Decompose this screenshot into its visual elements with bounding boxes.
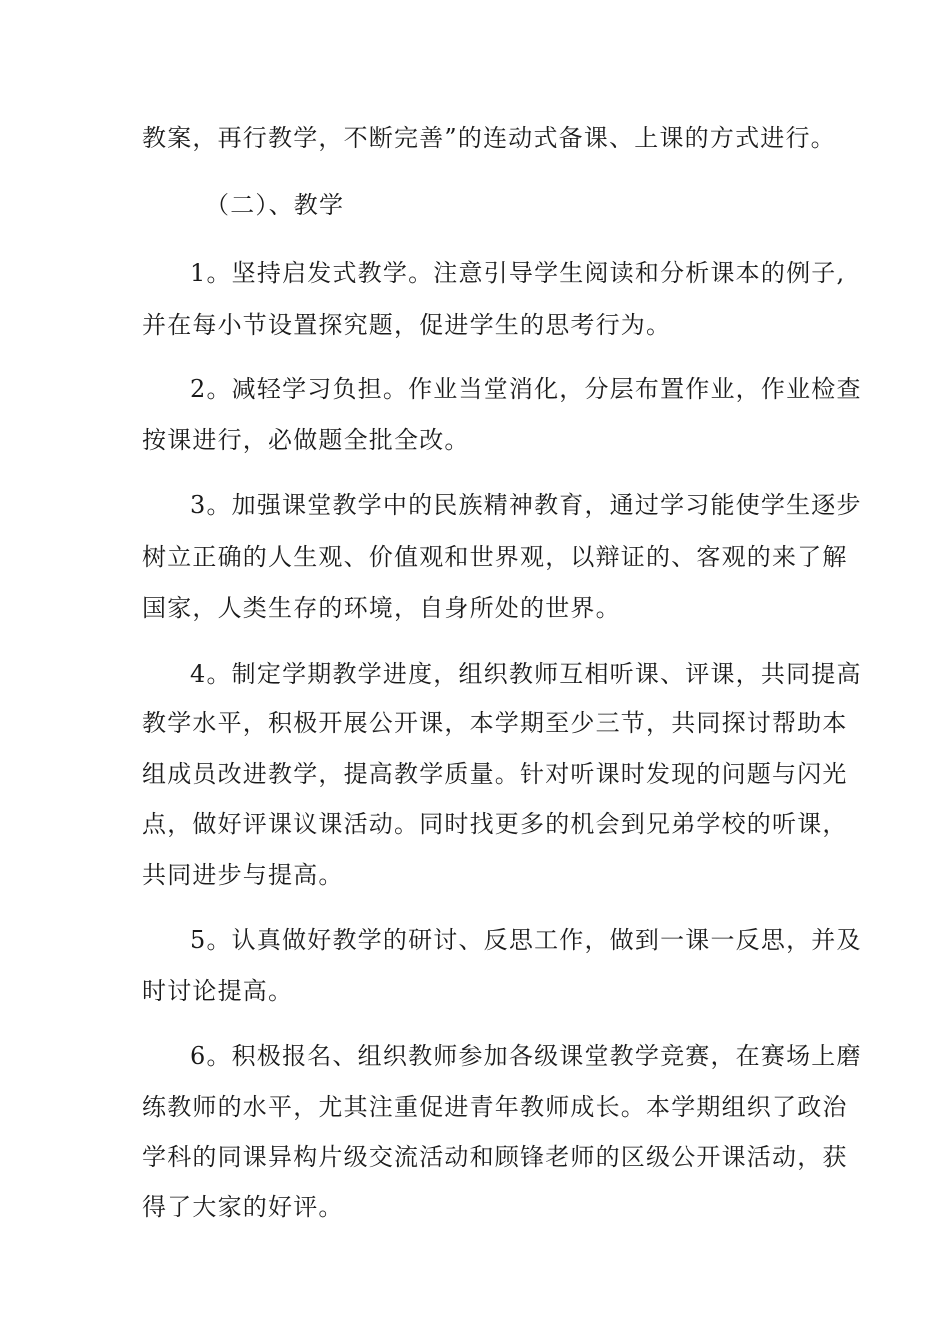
paragraph-line: 时讨论提高。 (142, 977, 294, 1005)
paragraph-line: 2。减轻学习负担。作业当堂消化，分层布置作业，作业检查 (190, 375, 862, 403)
paragraph-line: 4。制定学期教学进度，组织教师互相听课、评课，共同提高 (190, 660, 862, 688)
paragraph-line: 共同进步与提高。 (142, 861, 344, 889)
paragraph-line: 练教师的水平，尤其注重促进青年教师成长。本学期组织了政治 (142, 1093, 848, 1121)
paragraph-line: 得了大家的好评。 (142, 1193, 344, 1221)
paragraph-line: 并在每小节设置探究题，促进学生的思考行为。 (142, 311, 672, 339)
paragraph-line: 树立正确的人生观、价值观和世界观，以辩证的、客观的来了解 (142, 543, 848, 571)
paragraph-line: 教案，再行教学，不断完善”的连动式备课、上课的方式进行。 (142, 124, 836, 152)
paragraph-line: 3。加强课堂教学中的民族精神教育，通过学习能使学生逐步 (190, 491, 862, 519)
paragraph-line: 国家，人类生存的环境，自身所处的世界。 (142, 594, 621, 622)
paragraph-line: 教学水平，积极开展公开课，本学期至少三节，共同探讨帮助本 (142, 709, 848, 737)
paragraph-line: 学科的同课异构片级交流活动和顾锋老师的区级公开课活动，获 (142, 1143, 848, 1171)
paragraph-line: 组成员改进教学，提高教学质量。针对听课时发现的问题与闪光 (142, 760, 848, 788)
paragraph-line: 6。积极报名、组织教师参加各级课堂教学竞赛，在赛场上磨 (190, 1042, 862, 1070)
paragraph-line: 点，做好评课议课活动。同时找更多的机会到兄弟学校的听课， (142, 810, 848, 838)
paragraph-line: 5。认真做好教学的研讨、反思工作，做到一课一反思，并及 (190, 926, 862, 954)
paragraph-line: 按课进行，必做题全批全改。 (142, 426, 470, 454)
section-heading: （二）、教学 (205, 191, 345, 219)
paragraph-line: 1。坚持启发式教学。注意引导学生阅读和分析课本的例子, (190, 259, 846, 287)
